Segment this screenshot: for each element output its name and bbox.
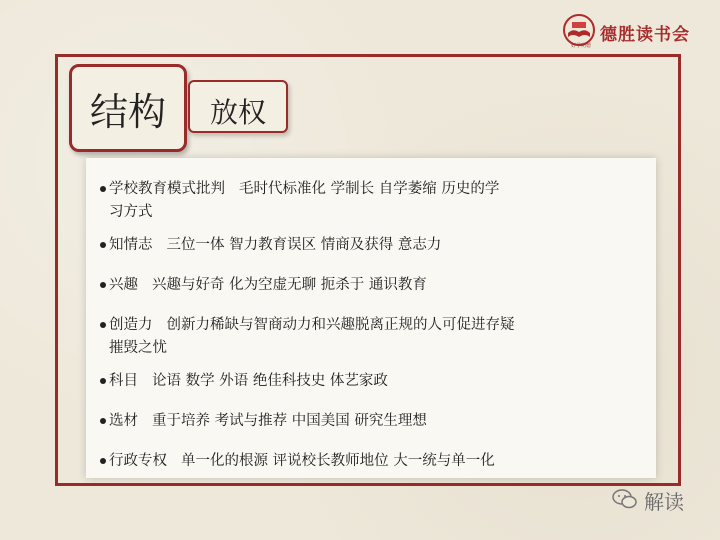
item-desc: 三位一体 智力教育误区 情商及获得 意志力 (166, 237, 442, 253)
bullet-icon (100, 378, 106, 384)
list-item (100, 314, 645, 360)
item-desc: 兴趣与好奇 化为空虚无聊 扼杀于 通识教育 (152, 277, 427, 293)
item-desc-cont: 习方式 (109, 204, 153, 220)
item-desc-cont: 摧毁之忧 (109, 340, 167, 356)
bullet-icon (100, 322, 106, 328)
item-key: 选材 (109, 413, 138, 429)
subtitle-box (188, 80, 288, 133)
title-box (69, 64, 187, 152)
logo-subtitle: 好学明德 (570, 43, 591, 49)
item-desc: 创新力稀缺与智商动力和兴趣脱离正规的人可促进存疑 (166, 317, 515, 333)
item-desc: 单一化的根源 评说校长教师地位 大一统与单一化 (181, 453, 495, 469)
item-key: 行政专权 (109, 453, 167, 469)
list-item (100, 234, 645, 257)
item-key: 学校教育模式批判 (109, 181, 225, 197)
content-panel (86, 158, 656, 478)
list-item (100, 370, 645, 393)
item-desc: 重于培养 考试与推荐 中国美国 研究生理想 (152, 413, 427, 429)
item-desc: 毛时代标准化 学制长 自学萎缩 历史的学 (239, 181, 500, 197)
item-desc: 论语 数学 外语 绝佳科技史 体艺家政 (152, 373, 388, 389)
list-item (100, 274, 645, 297)
bullet-icon (100, 418, 106, 424)
item-key: 科目 (109, 373, 138, 389)
bullet-icon (100, 458, 106, 464)
wechat-icon (612, 488, 638, 510)
list-item (100, 450, 645, 473)
slide-subtitle: 放权 (209, 96, 266, 129)
item-key: 兴趣 (109, 277, 138, 293)
wechat-label: 解读 (644, 490, 684, 514)
bullet-icon (100, 186, 106, 192)
brand-name: 德胜读书会 (600, 25, 690, 45)
item-key: 知情志 (109, 237, 153, 253)
item-key: 创造力 (109, 317, 153, 333)
bullet-icon (100, 282, 106, 288)
list-item (100, 178, 645, 224)
list-item (100, 410, 645, 433)
slide-title: 结构 (89, 90, 166, 134)
bullet-icon (100, 242, 106, 248)
